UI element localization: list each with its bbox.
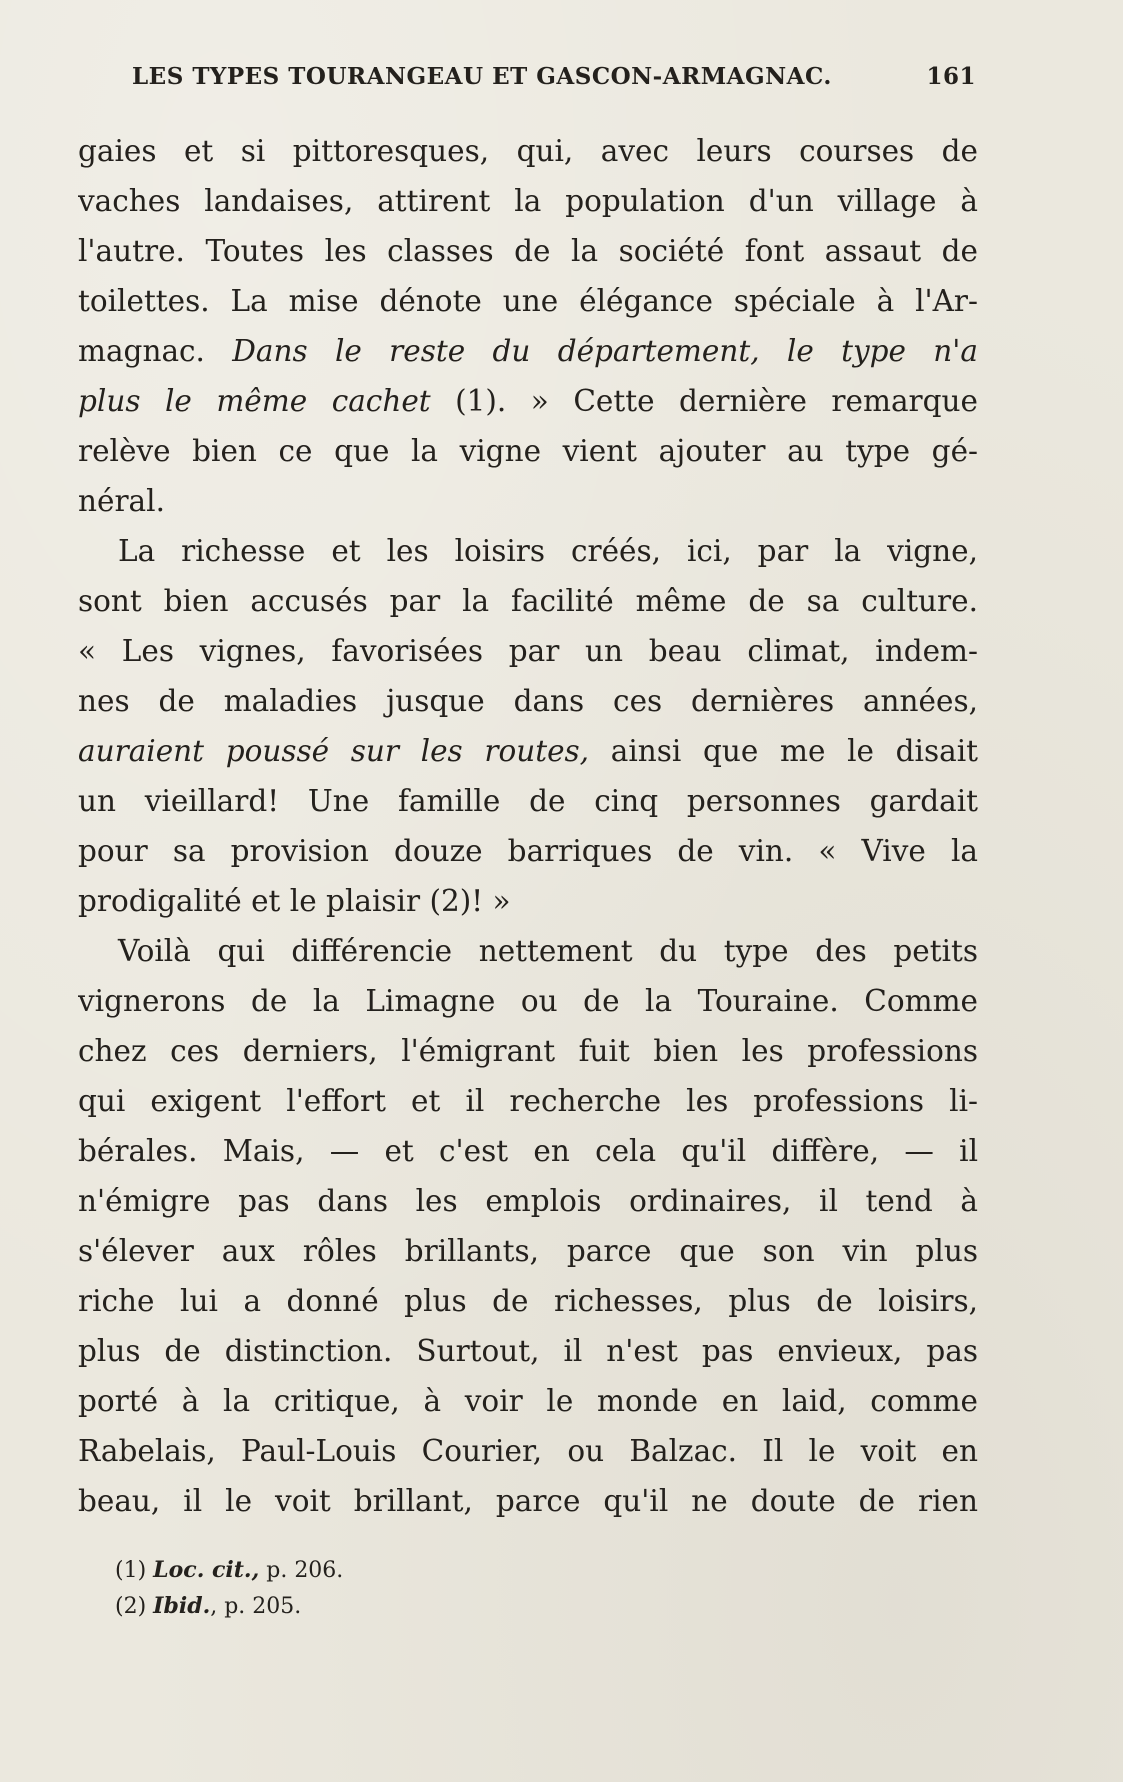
text-line: qui exigent l'effort et il recherche les professions li- bbox=[78, 1084, 978, 1118]
text-line: vaches landaises, attirent la population d'un village à bbox=[78, 184, 978, 218]
text-line: bérales. Mais, — et c'est en cela qu'il diffère, — il bbox=[78, 1134, 978, 1168]
text-line: riche lui a donné plus de richesses, plus de loisirs, bbox=[78, 1284, 978, 1318]
text-line: beau, il le voit brillant, parce qu'il ne doute de rien bbox=[78, 1484, 978, 1518]
text-line: La richesse et les loisirs créés, ici, par la vigne, bbox=[118, 534, 978, 568]
italic-text-run: plus le même cachet bbox=[78, 384, 431, 418]
text-line: néral. bbox=[78, 484, 165, 518]
footnote bbox=[115, 1552, 815, 1588]
text-line bbox=[78, 726, 978, 776]
text-line bbox=[78, 376, 978, 426]
footnote-page: , p. 205. bbox=[210, 1594, 302, 1619]
text-run: (1). » Cette dernière remarque bbox=[430, 384, 978, 418]
footnote bbox=[115, 1588, 815, 1624]
text-line: Rabelais, Paul-Louis Courier, ou Balzac. Il le voit en bbox=[78, 1434, 978, 1468]
text-line: chez ces derniers, l'émigrant fuit bien les professions bbox=[78, 1034, 978, 1068]
footnotes bbox=[115, 1552, 815, 1624]
text-line: porté à la critique, à voir le monde en laid, comme bbox=[78, 1384, 978, 1418]
text-line: un vieillard! Une famille de cinq personnes gardait bbox=[78, 784, 978, 818]
text-line: l'autre. Toutes les classes de la société font assaut de bbox=[78, 234, 978, 268]
running-head bbox=[132, 63, 976, 99]
text-line: pour sa provision douze barriques de vin. « Vive la bbox=[78, 834, 978, 868]
italic-text-run: auraient poussé sur les routes, bbox=[78, 734, 590, 768]
footnote-page: p. 206. bbox=[259, 1558, 344, 1583]
footnote-marker: (1) bbox=[115, 1558, 154, 1583]
running-head-title: LES TYPES TOURANGEAU ET GASCON-ARMAGNAC. bbox=[132, 63, 832, 90]
text-line: plus de distinction. Surtout, il n'est pas envieux, pas bbox=[78, 1334, 978, 1368]
text-line: Voilà qui différencie nettement du type des petits bbox=[118, 934, 978, 968]
footnote-marker: (2) bbox=[115, 1594, 154, 1619]
text-run: ainsi que me le disait bbox=[589, 734, 978, 768]
text-line: nes de maladies jusque dans ces dernières années, bbox=[78, 684, 978, 718]
body-text bbox=[78, 126, 978, 1526]
text-line: prodigalité et le plaisir (2)! » bbox=[78, 884, 511, 918]
text-line: n'émigre pas dans les emplois ordinaires, il tend à bbox=[78, 1184, 978, 1218]
text-line: relève bien ce que la vigne vient ajouter au type gé- bbox=[78, 434, 978, 468]
italic-text-run: Dans le reste du département, le type n'a bbox=[232, 334, 978, 368]
text-line: vignerons de la Limagne ou de la Touraine. Comme bbox=[78, 984, 978, 1018]
text-line: gaies et si pittoresques, qui, avec leurs courses de bbox=[78, 134, 978, 168]
footnote-reference: Ibid. bbox=[153, 1593, 211, 1619]
text-line: toilettes. La mise dénote une élégance spéciale à l'Ar- bbox=[78, 284, 978, 318]
text-line: s'élever aux rôles brillants, parce que son vin plus bbox=[78, 1234, 978, 1268]
text-line: sont bien accusés par la facilité même de sa culture. bbox=[78, 584, 978, 618]
page-number: 161 bbox=[926, 63, 976, 90]
text-line bbox=[78, 326, 978, 376]
text-run: magnac. bbox=[78, 334, 233, 368]
footnote-reference: Loc. cit., bbox=[153, 1557, 260, 1583]
text-line: « Les vignes, favorisées par un beau climat, indem- bbox=[78, 634, 978, 668]
